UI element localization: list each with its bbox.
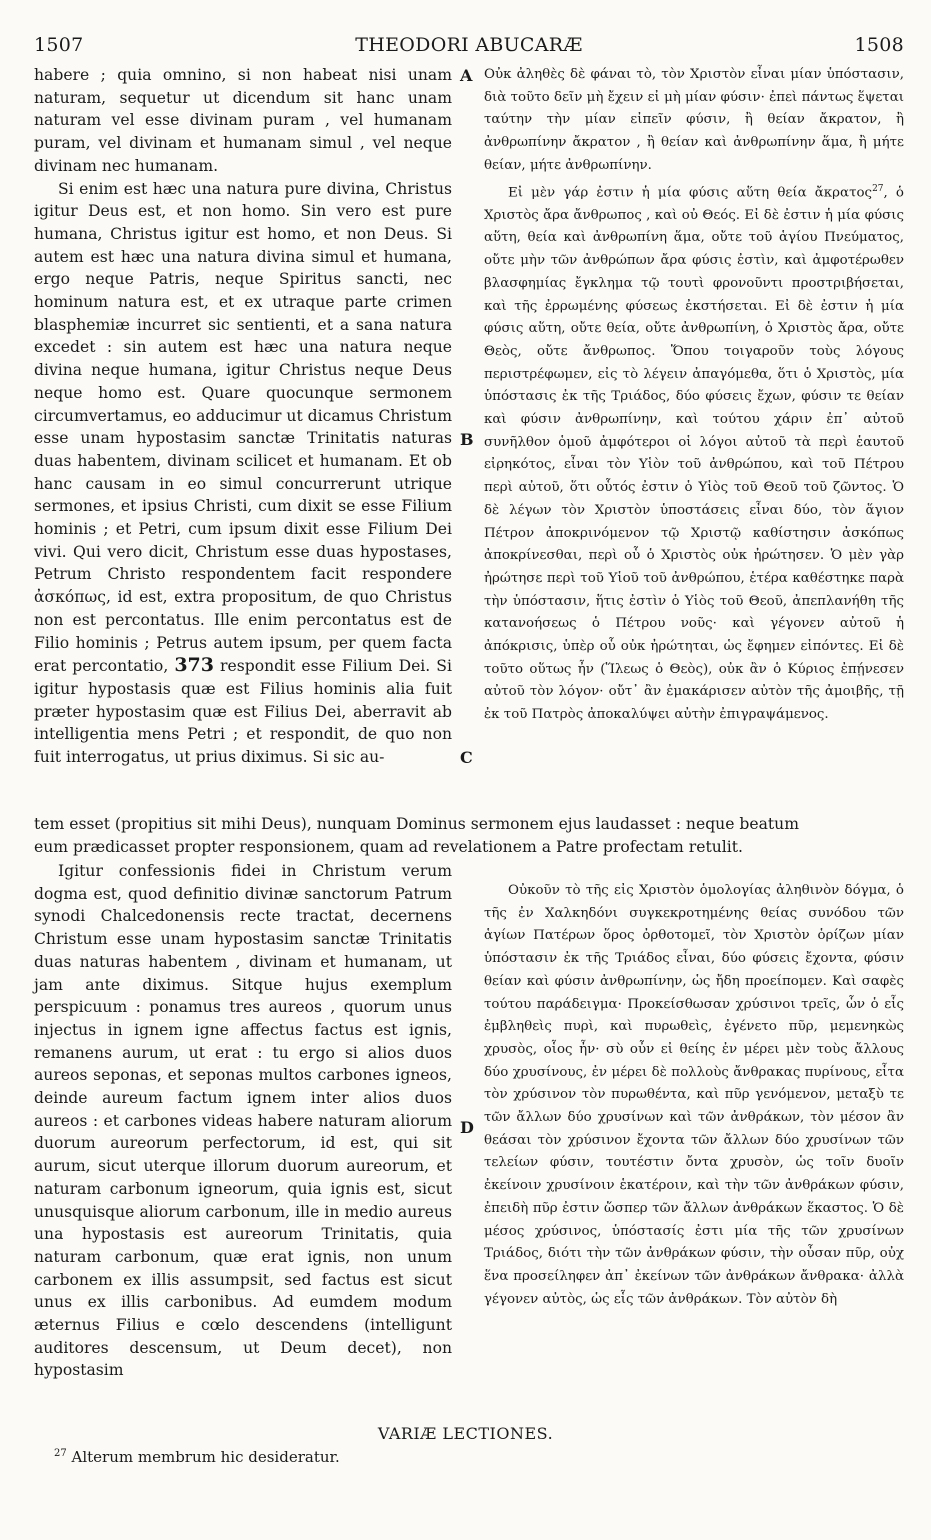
fullwidth-line-2: eum prædicasset propter responsionem, quam ad revelationem a Patre profectam retulit. [34,838,743,856]
page-number-right: 1508 [854,34,904,56]
margin-letter-b: B [460,430,474,449]
column-marker-373: 373 [174,654,214,677]
latin-column-top [34,64,452,790]
footnote-ref-27: 27 [872,183,884,194]
latin-paragraph-2 [34,178,452,769]
margin-letter-d: D [460,1118,474,1137]
latin-paragraph-1: habere ; quia omnino, si non habeat nisi unam naturam, sequetur ut dicendum sit hanc unam naturam vel esse divinam puram , vel humanam puram, vel divinam et humanam simul , vel neque divinam nec humanam. [34,66,452,175]
page-number-left: 1507 [34,34,84,56]
greek-paragraph-2 [484,178,904,727]
latin-column-bottom [34,860,452,1382]
latin-paragraph-2-text: Si enim est hæc una natura pure divina, Christus igitur Deus est, et non homo. Sin vero est pure humana, Christus igitur est homo, et non Deus. Si autem est hæc una natura divina simul et humana, ergo neque Patris, neque Spiritus sancti, nec hominum natura est, et ex utraque parte crimen blasphemiæ incurret sic sentienti, et a sana natura excedet : sin autem est hæc una natura neque divina neque humana, igitur Christus neque Deus neque homo est. Quare quocunque sermonem circumvertamus, eo adducimur ut dicamus Christum esse unam hypostasim sanctæ Trinitatis naturas duas habentem, divinam scilicet et humanam. Et ob hanc causam in eo simul concurrerunt utrique sermones, et ipsius Christi, cum dixit se esse Filium hominis ; et Petri, cum ipsum dixit esse Filium Dei vivi. Qui vero dicit, Christum esse duas hypostases, Petrum Christo respondentem facit respondere ἀσκόπως, id est, extra propositum, de quo Christus non est percontatus. Ille enim percontatus est de Filio hominis ; Petrus autem ipsum, per quem facta erat percontatio, [34,179,452,676]
greek-column-top [484,64,904,790]
footnote-27 [54,1448,340,1466]
fullwidth-line-1: tem esset (propitius sit mihi Deus), nunquam Dominus sermonem ejus laudasset : neque beatum [34,815,800,833]
latin-paragraph-2-cont: respondit esse Filium Dei. Si igitur hypostasis quæ est Filius hominis alia fuit præter hypostasim quæ est Filius Dei, aberravit ab intelligentia mens Petri ; et respondit, de quo non fuit interrogatus, ut prius diximus. Si sic au- [34,657,452,767]
latin-paragraph-3: Igitur confessionis fidei in Christum verum dogma est, quod definitio divinæ sanctorum Patrum synodi Chalcedonensis recte tractat, decernens Christum esse unam hypostasim sanctæ Trinitatis duas naturas habentem , divinam et humanam, ut jam ante diximus. Sitque hujus exemplum perspicuum : ponamus tres aureos , quorum unus injectus in ignem igne affectus factus est ignis, remanens aurum, ut erat : tu ergo si alios duos aureos seponas, et seponas multos carbones igneos, deinde aureum factum ignem inter alios duos aureos : et carbones videas habere naturam aliorum duorum aureorum perfectorum, id est, qui sit aurum, sicut uterque illorum duorum aureorum, et naturam carbonum igneorum, quia ignis est, sicut unusquisque aliorum carbonum, ille in medio aureus una hypostasis est aureorum Trinitatis, quia naturam carbonum, quæ erat ignis, non unum carbonem ex illis assumpsit, sed factus est sicut unus ex illis carbonibus. Ad eumdem modum æternus Filius e cœlo descendens (intelligunt auditores descensum, ut Deum decet), non hypostasim [34,862,452,1380]
greek-paragraph-3: Οὐκοῦν τὸ τῆς εἰς Χριστὸν ὁμολογίας ἀληθινὸν δόγμα, ὁ τῆς ἐν Χαλκηδόνι συγκεκροτημένης θείας συνόδου τῶν ἁγίων Πατέρων ὅρος ὀρθοτομεῖ, τὸν Χριστὸν ὁρίζων μίαν ὑπόστασιν ἐκ τῆς Τριάδος εἶναι, δύο φύσεις ἔχοντα, φύσιν θείαν καὶ φύσιν ἀνθρωπίνην, ὡς ἤδη προείπομεν. Καὶ σαφὲς τούτου παράδειγμα· Προκείσθωσαν χρύσινοι τρεῖς, ὧν ὁ εἷς ἐμβληθεὶς πυρὶ, καὶ πυρωθεὶς, ἐγένετο πῦρ, μεμενηκὼς χρυσὸς, οἷος ἦν· σὺ οὖν εἰ θείης ἐν μέρει μὲν τοὺς ἄλλους δύο χρυσίνους, ἐν μέρει δὲ πολλοὺς ἄνθρακας πυρίνους, εἶτα τὸν χρύσινον τὸν πυρωθέντα, καὶ πῦρ γενόμενον, μεταξὺ τε τῶν ἄλλων δύο χρυσίνων καὶ τῶν ἀνθράκων, τὸν μέσον ἂν θεάσαι τὸν χρύσινον ἔχοντα τῶν ἄλλων δύο χρυσίνων τῶν τελείων φύσιν, τουτέστιν ὄντα χρυσὸν, ὡς τοῖν δυοῖν ἐκείνοιν χρυσίνοιν ἑκατέροιν, καὶ τὴν τῶν ἀνθράκων φύσιν, ἐπειδὴ πῦρ ἐστιν ὥσπερ τῶν ἄλλων ἀνθράκων ἕκαστος. Ὁ δὲ μέσος χρύσινος, ὑπόστασίς ἐστι μία τῆς τῶν χρυσίνων Τριάδος, διότι τὴν τῶν ἀνθράκων φύσιν, τὴν οὖσαν πῦρ, οὐχ ἕνα προσείληφεν ἀπ᾿ ἐκείνων τῶν ἀνθράκων ἄνθρακα· ἀλλὰ γέγονεν αὐτὸς, ὡς εἷς τῶν ἀνθράκων. Τὸν αὐτὸν δὴ [484,883,904,1307]
margin-letter-c: C [460,748,473,767]
greek-paragraph-2b: , ὁ Χριστὸς ἄρα ἄνθρωπος , καὶ οὐ Θεός. Εἰ δὲ ἐστιν ἡ μία φύσις αὕτη, θεία καὶ ἀνθρωπίνη ἅμα, οὔτε τοῦ ἁγίου Πνεύματος, οὔτε μὴν τῶν ἀνθρώπων ἄρα φύσις ἐστὶν, καὶ ἀμφοτέρωθεν βλασφημίας ἔγκλημα τῷ τουτὶ φρονοῦντι προστριβήσεται, καὶ τῆς ἐρρωμένης φύσεως ἐκστήσεται. Εἰ δὲ ἐστιν ἡ μία φύσις αὕτη, οὔτε θεία, οὔτε ἀνθρωπίνη, ὁ Χριστὸς ἄρα, οὔτε Θεὸς, οὔτε ἄνθρωπος. Ὅπου τοιγαροῦν τοὺς λόγους περιστρέφωμεν, εἰς τὸ λέγειν ἀπαγόμεθα, ὅτι ὁ Χριστὸς, μία ὑπόστασις ἐκ τῆς Τριάδος, δύο φύσεις ἔχων, φύσιν τε θείαν καὶ φύσιν ἀνθρωπίνην, καὶ τούτου χάριν ἐπ᾿ αὐτοῦ συνῆλθον ὁμοῦ ἀμφότεροι οἱ λόγοι αὐτοῦ τὰ περὶ ἑαυτοῦ εἰρηκότος, εἶναι τὸν Υἱὸν τοῦ ἀνθρώπου, καὶ τοῦ Πέτρου περὶ αὐτοῦ, ὅτι οὗτός ἐστιν ὁ Υἱὸς τοῦ Θεοῦ τοῦ ζῶντος. Ὁ δὲ λέγων τὸν Χριστὸν ὑποστάσεις εἶναι δύο, τὸν ἅγιον Πέτρον ἀποκρινόμενον τῷ Χριστῷ καθίστησιν ἀσκόπως ἀποκρίνεσθαι, περὶ οὗ ὁ Χριστὸς οὐκ ἠρώτησεν. Ὁ μὲν γὰρ ἠρώτησε περὶ τοῦ Υἱοῦ τοῦ ἀνθρώπου, ἑτέρα καθέστηκε παρὰ τὴν ὑπόστασιν, ἥτις ἐστὶν ὁ Υἱὸς τοῦ Θεοῦ, ἀπεπλανήθη τῆς κατανοήσεως ὁ Πέτρου νοῦς· καὶ γέγονεν αὐτοῦ ἡ ἀπόκρισις, ὑπὲρ οὗ οὐκ ἠρώτηται, ὡς ἔφημεν εἰπόντες. Εἰ δὲ τοῦτο οὕτως ἦν (Ἵλεως ὁ Θεὸς), οὐκ ἂν ὁ Κύριος ἐπῄνεσεν αὐτοῦ τὸν λόγον· οὔτ᾿ ἂν ἐμακάρισεν αὐτὸν τῆς ἀμοιβῆς, τῇ ἐκ τοῦ Πατρὸς ἀποκαλύψει αὐτὴν ἐπιγραψάμενος. [484,184,904,723]
running-title: THEODORI ABUCARÆ [355,34,583,56]
greek-paragraph-2a: Εἰ μὲν γάρ ἐστιν ἡ μία φύσις αὕτη θεία ἄκρατος [508,184,873,200]
margin-letter-a: A [460,66,473,85]
footnote-number: 27 [54,1448,67,1459]
footnote-text: Alterum membrum hic desideratur. [71,1448,340,1466]
greek-column-bottom [484,880,904,1311]
variae-lectiones-heading: VARIÆ LECTIONES. [377,1424,554,1443]
greek-paragraph-1: Οὐκ ἀληθὲς δὲ φάναι τὸ, τὸν Χριστὸν εἶναι μίαν ὑπόστασιν, διὰ τοῦτο δεῖν μὴ ἔχειν εἰ μὴ μίαν φύσιν· ἐπεὶ πάντως ἕψεται ταύτην τὴν μίαν εἰπεῖν φύσιν, ἢ θείαν ἄκρατον, ἢ ἀνθρωπίνην ἄκρατον , ἢ θείαν καὶ ἀνθρωπίνην ἅμα, ἢ μήτε θείαν, μήτε ἀνθρωπίνην. [484,67,904,173]
page-header [34,34,904,64]
